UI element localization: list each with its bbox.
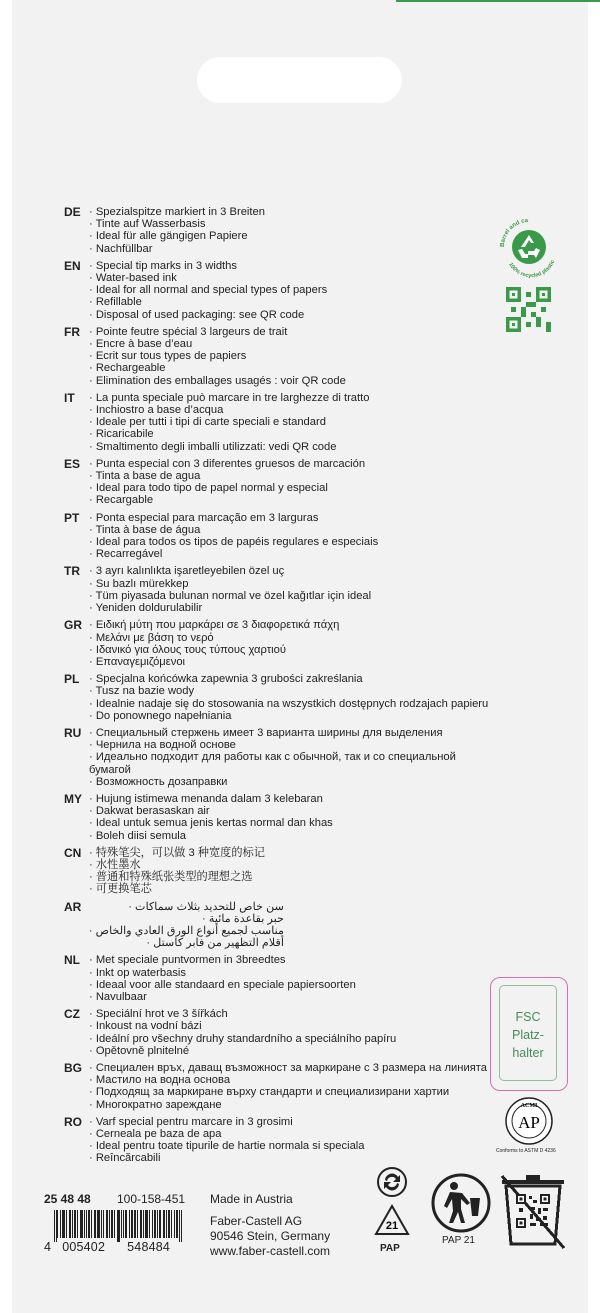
description-line: · Navulbaar [89,990,147,1003]
description-line: · Dakwat berasaskan air [89,805,210,818]
description-line: · Специальный стержень имеет 3 варианта ширины для выделения [89,726,443,739]
description-line: حبر بقاعدة مائية · [202,912,284,925]
fsc-line-1: FSC [515,1010,541,1024]
description-line: · Su bazlı mürekkep [89,577,189,590]
fsc-line-2: Platz- [512,1028,544,1042]
description-line: · Подходящ за маркиране върху стандарти и специализирани хартии [89,1086,450,1099]
company-address [210,1214,330,1259]
barcode-bar [80,1210,81,1238]
language-block-pl [64,673,494,722]
language-block-my [64,793,494,842]
barcode-bar [88,1210,89,1238]
description-line: бумагой [89,763,131,776]
ean-first-digit: 4 [44,1240,52,1254]
barcode-bar [91,1210,92,1238]
description-line: · Ideaal voor alle standaard en speciale papiersoorten [89,978,356,991]
description-line: · Recargable [89,494,154,507]
barcode-bar [143,1210,144,1238]
language-code: PL [64,672,80,687]
barcode-bar [134,1210,135,1238]
description-line: · Tusz na bazie wody [89,685,195,698]
language-code: AR [64,899,82,914]
language-block-ro [64,1116,494,1165]
description-line: · Tinta a base de agua [89,470,201,483]
company-city: 90546 Stein, Germany [210,1229,331,1243]
language-code: RO [64,1114,82,1129]
barcode-bar [75,1210,76,1238]
language-code: GR [64,618,82,633]
barcode-bar [121,1210,122,1238]
barcode-bar [66,1210,67,1238]
company-name: Faber-Castell AG [210,1214,303,1228]
barcode-bar [82,1210,83,1238]
description-line: · Specjalna końcówka zapewnia 3 grubości zakreślania [89,673,363,686]
barcode-bar [160,1210,161,1238]
description-line: · Идеально подходит для работы как с обычной, так и со специальной [89,751,456,764]
language-code: RU [64,725,82,740]
made-in: Made in Austria [210,1192,293,1206]
language-code: CN [64,845,82,860]
barcode-bar [163,1210,164,1238]
description-line: · Чернила на водной основе [89,739,236,752]
description-line: · Nachfüllbar [89,242,153,255]
language-code: CZ [64,1007,80,1022]
barcode-bar [101,1210,102,1238]
barcode-bar [166,1210,167,1238]
description-line: · Special tip marks in 3 widths [89,259,237,272]
language-code: ES [64,456,81,471]
description-line: · 3 ayrı kalınlıkta işaretleyebilen özel uç [89,565,285,578]
tidyman-icon [430,1172,492,1234]
language-code: EN [64,258,81,273]
description-line: سن خاص للتحديد بثلاث سماكات · [128,900,284,913]
barcode-bar [118,1210,119,1242]
barcode-bar [132,1210,133,1238]
astm-caption: Conforms to ASTM D 4236 [496,1148,556,1154]
barcode-bar [157,1210,158,1238]
barcode-bar [159,1210,160,1238]
barcode-bar [89,1210,90,1238]
language-block-ru [64,727,494,788]
barcode-bar [54,1210,55,1242]
description-line: · 可更换笔芯 [89,883,152,896]
language-code: BG [64,1061,82,1075]
barcode-bar [135,1210,136,1238]
language-block-gr [64,619,494,668]
barcode-bar [171,1210,172,1238]
hang-tab [0,0,600,170]
ean-left-group: 005402 [62,1240,106,1254]
acmi-ap-seal-icon [505,1097,553,1145]
barcode-bar [106,1210,107,1238]
barcode-bar [154,1210,155,1238]
acmi-text: ACMI [520,1103,538,1109]
description-line: · Μελάνι με βάση το νερό [89,631,214,644]
barcode-bar [129,1210,130,1238]
description-line: · Reîncărcabili [89,1152,161,1165]
description-line: · Ideal pentru toate tipurile de hartie normala si speciala [89,1140,365,1153]
language-block-cz [64,1008,494,1057]
barcode-bar [94,1210,95,1238]
barcode-bar [137,1210,138,1238]
barcode-bar [77,1210,78,1238]
barcode-bar [131,1210,132,1238]
barcode-bar [181,1210,182,1242]
language-block-tr [64,565,494,614]
description-line: · Punta especial con 3 diferentes gruesos de marcación [89,457,366,470]
description-line: · Ideální pro všechny druhy standardního a speciálního papíru [89,1032,397,1045]
barcode-bar [126,1210,127,1238]
description-line: · Met speciale puntvormen in 3breedtes [89,954,286,967]
barcode-bar [174,1210,175,1238]
barcode-bar [111,1210,112,1238]
ean-right-group: 548484 [127,1240,171,1254]
description-line: · Tüm piyasada bulunan normal ve özel kağıtlar için ideal [89,589,372,602]
barcode-bar [62,1210,63,1238]
description-line: · Ideal für alle gängigen Papiere [89,230,248,243]
description-line: · Ιδανικό για όλους τους τύπους χαρτιού [89,643,286,656]
barcode-bar [60,1210,61,1238]
hang-hole [197,57,402,103]
language-code: NL [64,953,80,968]
barcode-bar [147,1210,148,1238]
description-line: · Inkt op waterbasis [89,966,187,979]
description-line: · Idealnie nadaje się do stosowania na wszystkich dostępnych rodzajach papieru [89,697,489,710]
description-line: · 特殊笔尖，可以做 3 种宽度的标记 [89,846,265,859]
description-line: · Opětovně plnitelné [89,1044,190,1057]
language-block-en [64,260,494,321]
description-line: · Spezialspitze markiert in 3 Breiten [89,206,265,218]
barcode-bar [103,1210,104,1238]
barcode-bar [146,1210,147,1238]
barcode-bar [176,1210,177,1238]
barcode-bar [84,1210,85,1238]
description-line: مناسب لجميع أنواع الورق العادي والخاص · [88,924,284,937]
barcode-bar [72,1210,73,1238]
green-accent-line [396,0,600,2]
description-line: · Многократно зареждане [89,1098,222,1111]
description-line: · Tinta à base de água [89,523,201,536]
language-code: DE [64,205,81,219]
description-line: · Επαναγεμιζόμενοι [89,655,186,668]
barcode-bar [95,1210,96,1238]
recycle-icon [494,212,564,282]
language-code: MY [64,791,82,806]
barcode-bar [64,1210,65,1238]
description-line: · Inkoust na vodní bázi [89,1020,202,1033]
description-line: · Ειδική μύτη που μαρκάρει σε 3 διαφορετικά πάχη [89,619,340,632]
barcode-bar [99,1210,100,1238]
description-line: · Hujung istimewa menanda dalam 3 kelebaran [89,792,323,805]
description-line: · Ideal para todos os tipos de papéis regulares e especiais [89,536,379,549]
barcode-bar [86,1210,87,1238]
barcode-bar [81,1210,82,1238]
fsc-placeholder [490,977,568,1091]
barcode-bar [119,1210,120,1242]
description-line: · Speciální hrot ve 3 šířkách [89,1008,228,1021]
description-line: · Varf special pentru marcare in 3 grosimi [89,1115,293,1128]
barcode-bar [114,1210,115,1238]
description-line: · Do ponownego napełniania [89,709,232,722]
description-line: · Tinte auf Wasserbasis [89,218,206,231]
description-line: · Ideal for all normal and special types of papers [89,284,328,297]
barcode-bar [112,1210,113,1238]
description-line: · Inchiostro a base d’acqua [89,404,224,417]
barcode-bar [107,1210,108,1238]
description-line: · Recarregável [89,548,163,561]
barcode-bar [169,1210,170,1238]
recycle-bottom-text: 100% recycled plastic [507,259,557,280]
fsc-line-3: halter [512,1046,544,1060]
description-line: · 普通和特殊纸张类型的理想之选 [89,871,253,884]
barcode-bar [56,1210,57,1242]
barcode-bar [164,1210,165,1238]
description-line: · Ideal untuk semua jenis kertas normal dan khas [89,817,333,830]
language-descriptions [64,206,494,1170]
qr-bin-icon[interactable] [500,1172,566,1252]
barcode-bar [98,1210,99,1238]
description-line: · Elimination des emballages usagés : voir QR code [89,374,346,387]
language-code: FR [64,324,80,339]
description-line: · Yeniden doldurulabilir [89,602,203,615]
barcode-bar [69,1210,70,1238]
language-block-ar [64,901,494,950]
description-line: · Pointe feutre spécial 3 largeurs de trait [89,325,288,338]
barcode-bar [179,1210,180,1242]
description-line: · Rechargeable [89,362,166,375]
barcode-bar [177,1210,178,1238]
ean-barcode [54,1210,182,1242]
description-line: · Ideale per tutti i tipi di carte speciali e standard [89,416,326,429]
barcode-bar [145,1210,146,1238]
ean-number [44,1240,170,1254]
recycle-top-text: Barrel and ca [499,217,529,248]
ap-text: AP [518,1113,540,1132]
barcode-bar [63,1210,64,1238]
pap-number: 21 [385,1220,399,1232]
qr-code-small[interactable] [506,287,551,332]
description-line: · 水性墨水 [89,858,141,871]
barcode-bar [74,1210,75,1238]
company-web: www.faber-castell.com [210,1244,331,1258]
description-line: · Smaltimento degli imballi utilizzati: vedi QR code [89,440,337,453]
barcode-bar [141,1210,142,1238]
article-number: 100-158-451 [117,1192,186,1206]
description-line: · Ecrit sur tous types de papiers [89,350,247,363]
description-line: · Boleh diisi semula [89,829,187,842]
language-block-it [64,392,494,453]
barcode-bar [70,1210,71,1238]
description-line: · Возможность дозаправки [89,775,228,788]
language-code: IT [64,390,75,405]
description-line: · Ponta especial para marcação em 3 larguras [89,511,319,524]
barcode-bar [140,1210,141,1238]
barcode-bar [152,1210,153,1238]
language-block-de [64,206,494,255]
description-line: · Cerneala pe baza de apa [89,1128,222,1141]
description-line: · Ricaricabile [89,428,154,441]
barcode-bar [149,1210,150,1238]
barcode-bar [109,1210,110,1238]
barcode-bar [125,1210,126,1238]
description-line: · Water-based ink [89,272,177,285]
barcode-bar [123,1210,124,1238]
barcode-short-number: 25 48 48 [44,1192,91,1206]
barcode-bar [117,1210,118,1242]
description-line: · La punta speciale può marcare in tre larghezze di tratto [89,391,370,404]
description-line: · Disposal of used packaging: see QR code [89,308,305,321]
language-code: TR [64,564,80,579]
language-block-pt [64,512,494,561]
language-block-fr [64,326,494,387]
description-line: · Encre à base d’eau [89,338,193,351]
description-line: · Ideal para todo tipo de papel normal y especial [89,482,328,495]
language-block-bg [64,1062,494,1111]
description-line: أقلام التظهير من فابر كاستل · [146,937,284,950]
description-line: · Мастило на водна основа [89,1074,231,1087]
description-line: · Refillable [89,296,142,309]
description-line: · Специален връх, даващ възможност за маркиране с 3 размера на линията [89,1062,487,1074]
barcode-bar [97,1210,98,1238]
barcode-bar [57,1210,58,1238]
tidyman-label: PAP 21 [442,1235,475,1246]
barcode-bar [155,1210,156,1238]
language-code: PT [64,510,80,525]
pap-label: PAP [380,1243,400,1254]
barcode-bar [168,1210,169,1238]
language-block-es [64,458,494,507]
language-block-nl [64,954,494,1003]
language-block-cn [64,847,494,896]
